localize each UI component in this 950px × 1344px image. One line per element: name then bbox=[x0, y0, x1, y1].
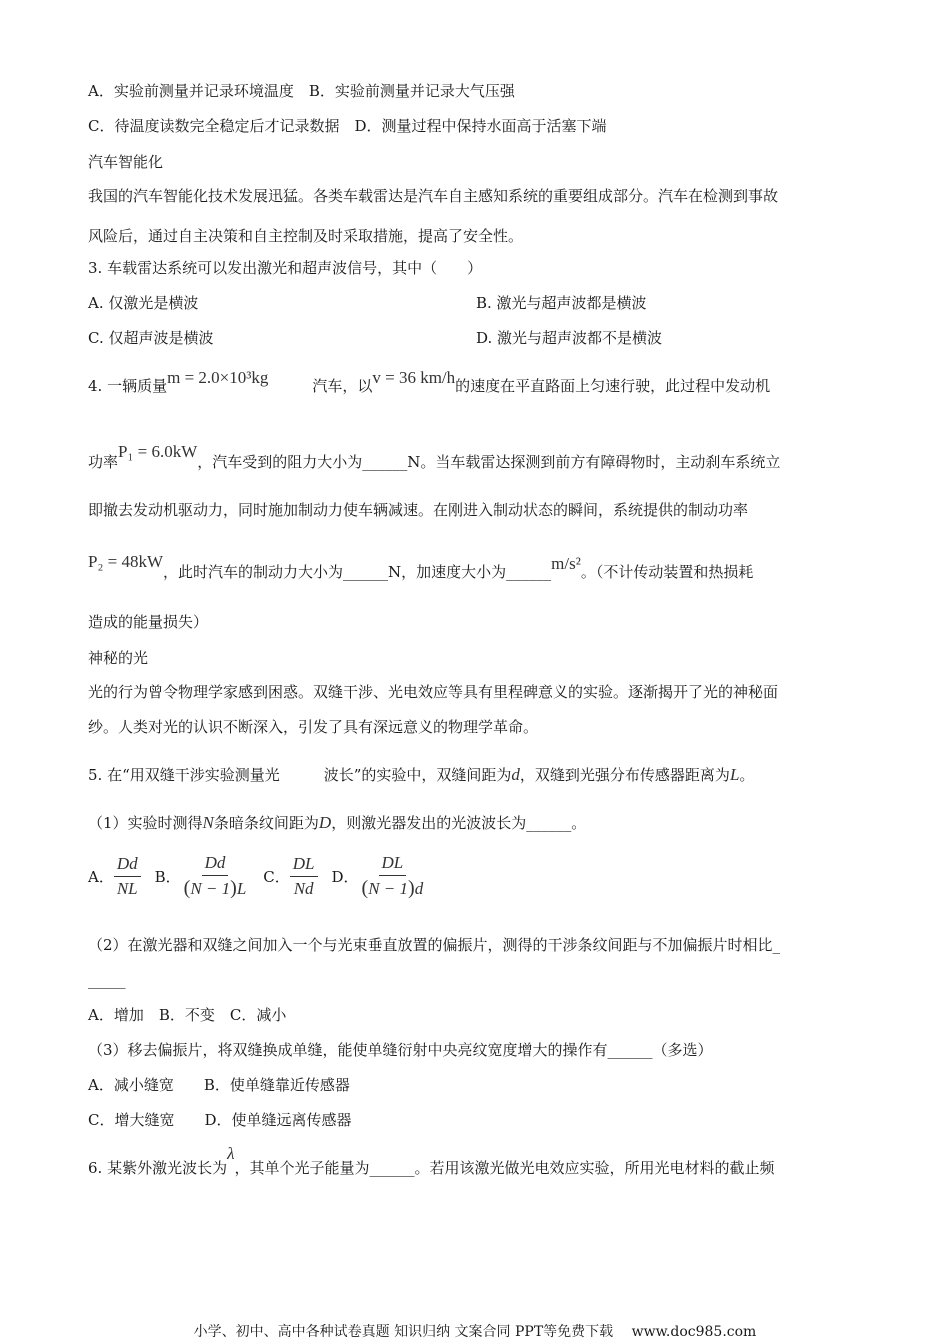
question-5-part-3-options-cd: C．增大缝宽 D．使单缝远离传感器 bbox=[88, 1111, 352, 1129]
question-3: 3. 车载雷达系统可以发出激光和超声波信号，其中（ ） bbox=[88, 259, 483, 277]
question-4-line-1: 4. 一辆质量m = 2.0×10³kg 汽车，以v = 36 km/h的速度在平直路面上匀速行驶，此过程中发动机 bbox=[88, 368, 771, 395]
question-4-line-3: 即撤去发动机驱动力，同时施加制动力使车辆减速。在刚进入制动状态的瞬间，系统提供的制动功率 bbox=[88, 501, 749, 519]
footer-banner: 小学、初中、高中各种试卷真题 知识归纳 文案合同 PPT等免费下载 www.doc985.com bbox=[193, 1324, 757, 1340]
mass-formula: m = 2.0×10³kg bbox=[167, 368, 269, 387]
question-4-line-2: 功率P₁ = 6.0kW，汽车受到的阻力大小为______N。当车载雷达探测到前方有障碍物时，主动刹车系统立 bbox=[88, 442, 781, 471]
option-a-fraction: $\frac{Dd}{NL}$ bbox=[114, 854, 141, 899]
question-5-part-2: （2）在激光器和双缝之间加入一个与光束垂直放置的偏振片，测得的干涉条纹间距与不加偏振片时相比_ bbox=[88, 936, 781, 954]
unit-acceleration: m/s² bbox=[551, 554, 581, 573]
option-c-label: C． bbox=[263, 867, 290, 886]
paragraph-smart-car-1: 我国的汽车智能化技术发展迅猛。各类车载雷达是汽车自主感知系统的重要组成部分。汽车在检测到事故 bbox=[88, 187, 779, 205]
question-5-part-3: （3）移去偏振片，将双缝换成单缝，能使单缝衍射中央亮纹宽度增大的操作有______（多选） bbox=[88, 1041, 713, 1059]
question-3-option-a: A. 仅激光是横波 bbox=[88, 294, 199, 312]
power-p1-formula: P₁ = 6.0kW bbox=[118, 442, 198, 461]
question-5-part-1: （1）实验时测得N条暗条纹间距为D，则激光器发出的光波波长为______。 bbox=[88, 813, 587, 832]
lambda-symbol: λ bbox=[227, 1144, 235, 1163]
question-4-line-5: 造成的能量损失） bbox=[88, 613, 209, 631]
question-3-option-c: C. 仅超声波是横波 bbox=[88, 329, 214, 347]
option-d-fraction: $\frac{DL}{(N - 1)d}$ bbox=[361, 853, 424, 899]
paragraph-light-2: 纱。人类对光的认识不断深入，引发了具有深远意义的物理学革命。 bbox=[88, 718, 539, 736]
option-line-ab: A．实验前测量并记录环境温度 B．实验前测量并记录大气压强 bbox=[88, 82, 515, 100]
option-a-label: A． bbox=[88, 867, 114, 886]
question-5: 5. 在“用双缝干涉实验测量光 波长”的实验中，双缝间距为d，双缝到光强分布传感器距离为L。 bbox=[88, 765, 755, 784]
section-title-light: 神秘的光 bbox=[88, 649, 149, 667]
option-c-fraction: $\frac{DL}{Nd}$ bbox=[290, 854, 318, 899]
section-title-smart-car: 汽车智能化 bbox=[88, 153, 164, 171]
question-5-part-1-options bbox=[88, 846, 426, 906]
question-4-line-4: P₂ = 48kW，此时汽车的制动力大小为______N，加速度大小为______m/s²。（不计传动装置和热损耗 bbox=[88, 552, 754, 581]
velocity-formula: v = 36 km/h bbox=[372, 368, 456, 387]
paragraph-smart-car-2: 风险后，通过自主决策和自主控制及时采取措施，提高了安全性。 bbox=[88, 227, 524, 245]
power-p2-formula: P₂ = 48kW bbox=[88, 552, 164, 571]
question-6: 6. 某紫外激光波长为λ，其单个光子能量为______。若用该激光做光电效应实验，所用光电材料的截止频 bbox=[88, 1144, 775, 1177]
paragraph-light-1: 光的行为曾令物理学家感到困惑。双缝干涉、光电效应等具有里程碑意义的实验。逐渐揭开了光的神秘面 bbox=[88, 683, 779, 701]
question-5-part-2-blank: _____ bbox=[88, 971, 126, 989]
option-d-label: D． bbox=[331, 867, 359, 886]
option-b-label: B． bbox=[154, 867, 181, 886]
question-5-part-3-options-ab: A．减小缝宽 B．使单缝靠近传感器 bbox=[88, 1076, 350, 1094]
question-5-part-2-options: A．增加 B．不变 C．减小 bbox=[88, 1006, 287, 1024]
option-line-cd: C．待温度读数完全稳定后才记录数据 D．测量过程中保持水面高于活塞下端 bbox=[88, 117, 607, 135]
option-b-fraction: $\frac{Dd}{(N - 1)L}$ bbox=[183, 853, 247, 899]
question-3-option-b: B. 激光与超声波都是横波 bbox=[476, 294, 647, 312]
question-3-option-d: D. 激光与超声波都不是横波 bbox=[476, 329, 663, 347]
